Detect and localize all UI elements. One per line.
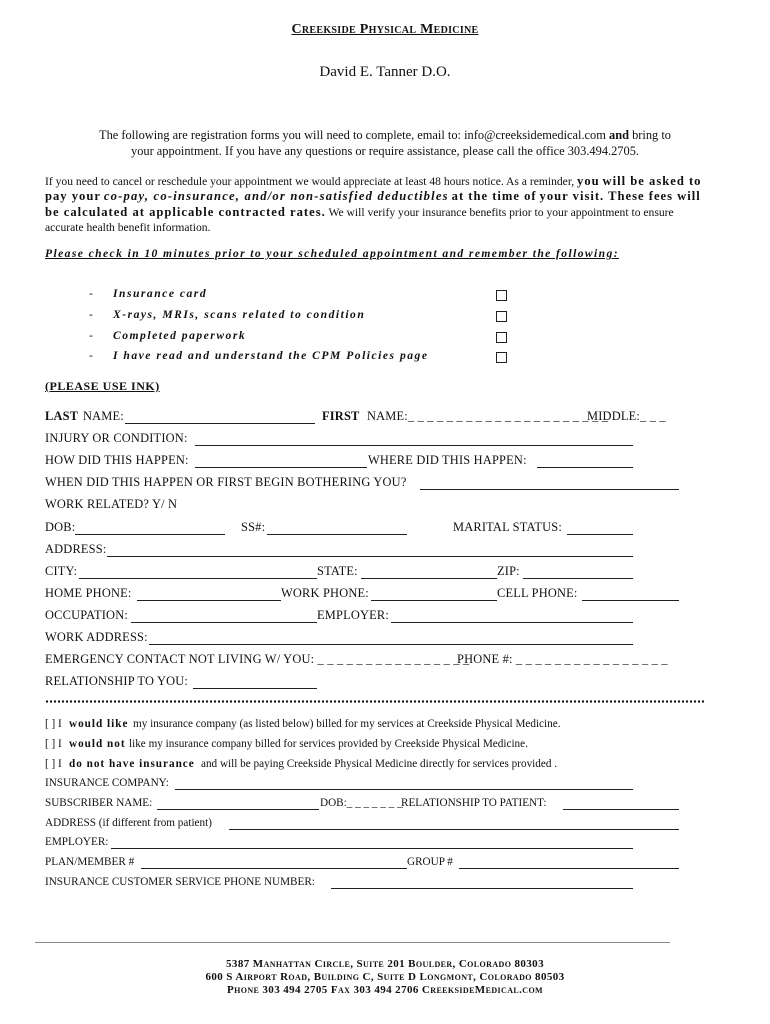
insurance-company-label: INSURANCE COMPANY: — [45, 777, 169, 789]
cancellation-paragraph — [45, 174, 715, 235]
relationship-label: RELATIONSHIP TO YOU: — [45, 674, 189, 688]
how-field[interactable] — [195, 467, 367, 468]
emergency-label: EMERGENCY CONTACT NOT LIVING W/ YOU: _ _ _ _ _ _ _ _ _ _ _ _ _ _ _ _ — [45, 652, 470, 666]
state-field[interactable] — [361, 578, 497, 579]
home-phone-field[interactable] — [137, 600, 281, 601]
insurance-address-field[interactable] — [229, 829, 679, 830]
option-bracket: [ ] I — [45, 718, 62, 730]
address-label: ADDRESS: — [45, 542, 107, 556]
relationship-patient-label: RELATIONSHIP TO PATIENT: — [401, 797, 547, 809]
occupation-label: OCCUPATION: — [45, 608, 128, 622]
plan-field[interactable] — [141, 868, 407, 869]
work-related-label: WORK RELATED? Y/ N — [45, 497, 178, 511]
work-address-field[interactable] — [149, 644, 633, 645]
checkbox[interactable] — [496, 352, 507, 363]
checkbox[interactable] — [496, 332, 507, 343]
subscriber-field[interactable] — [157, 809, 319, 810]
cell-phone-field[interactable] — [582, 600, 679, 601]
plan-row — [45, 856, 685, 872]
dash: - — [89, 287, 95, 300]
address-field[interactable] — [107, 556, 633, 557]
employer-field[interactable] — [391, 622, 633, 623]
dob-field[interactable] — [75, 534, 225, 535]
city-label: CITY: — [45, 564, 78, 578]
work-address-label: WORK ADDRESS: — [45, 630, 148, 644]
checklist-item-label: X-rays, MRIs, scans related to condition — [113, 308, 366, 321]
address-row — [45, 542, 685, 560]
service-phone-field[interactable] — [331, 888, 633, 889]
insurance-employer-row — [45, 836, 685, 852]
name-row — [45, 409, 685, 427]
marital-field[interactable] — [567, 534, 633, 535]
service-phone-label: INSURANCE CUSTOMER SERVICE PHONE NUMBER: — [45, 876, 315, 888]
intro-text-2: bring to — [632, 128, 671, 142]
last-label: LAST — [45, 409, 79, 423]
zip-label: ZIP: — [497, 564, 520, 578]
footer-divider — [35, 942, 670, 943]
checklist-item — [89, 287, 207, 300]
option-bold: would not — [69, 738, 126, 750]
checklist-item — [89, 329, 246, 342]
checklist-item-label: I have read and understand the CPM Policies page — [113, 349, 429, 362]
option-text: and will be paying Creekside Physical Medicine directly for services provided . — [201, 758, 558, 770]
where-field[interactable] — [537, 467, 633, 468]
first-name-label: NAME:_ _ _ _ _ _ _ _ _ _ _ _ _ _ _ _ _ _ _ _ _ — [367, 409, 609, 423]
occupation-row — [45, 608, 685, 626]
dob-label: DOB: — [45, 520, 76, 534]
when-field[interactable] — [420, 489, 679, 490]
work-phone-label: WORK PHONE: — [281, 586, 369, 600]
insurance-company-field[interactable] — [175, 789, 633, 790]
insurance-address-row — [45, 817, 685, 833]
insurance-option-1[interactable] — [45, 718, 685, 734]
state-label: STATE: — [317, 564, 358, 578]
intro-and: and — [609, 128, 629, 142]
subscriber-dob-label: DOB:_ _ _ _ _ _ _ — [320, 797, 403, 809]
cancel-text-2: you — [577, 174, 600, 188]
footer-address-1: 5387 Manhattan Circle, Suite 201 Boulder, Colorado 80303 — [226, 958, 544, 970]
work-phone-field[interactable] — [371, 600, 497, 601]
middle-label: MIDDLE:_ _ _ — [587, 409, 666, 423]
employer-label: EMPLOYER: — [317, 608, 390, 622]
cancel-text-4: co-pay, co-insurance, and/or non-satisfied deductibles — [103, 189, 449, 204]
insurance-employer-label: EMPLOYER: — [45, 836, 109, 848]
cancel-text-7: We will verify your insurance — [328, 205, 467, 219]
ss-field[interactable] — [267, 534, 407, 535]
how-row — [45, 453, 685, 471]
practice-title: Creekside Physical Medicine — [291, 22, 479, 37]
cancel-text-3: will be asked to pay your — [45, 174, 702, 204]
intro-text-1: The following are registration forms you will need to complete, email to: info@creeksidemedical.com — [99, 128, 606, 142]
cancel-text-5: at the time of — [451, 189, 537, 204]
checkbox[interactable] — [496, 290, 507, 301]
insurance-option-2[interactable] — [45, 738, 685, 754]
relationship-patient-field[interactable] — [563, 809, 679, 810]
option-bracket: [ ] I — [45, 758, 62, 770]
please-use-ink: (PLEASE USE INK) — [45, 379, 160, 393]
option-text: my insurance company (as listed below) billed for my services at Creekside Physical Medicine. — [133, 718, 561, 730]
phone-row — [45, 586, 685, 604]
intro-text-3: your appointment. If you have any questions or require assistance, please call the office 303.494.2705. — [131, 144, 639, 158]
cancel-text-8: benefits prior to your appointment to ensure accurate health benefit information. — [45, 205, 674, 234]
emergency-row — [45, 652, 685, 670]
city-row — [45, 564, 685, 582]
dash: - — [89, 329, 95, 342]
plan-label: PLAN/MEMBER # — [45, 856, 135, 868]
subscriber-label: SUBSCRIBER NAME: — [45, 797, 153, 809]
service-phone-row — [45, 876, 685, 892]
home-phone-label: HOME PHONE: — [45, 586, 132, 600]
subscriber-row — [45, 797, 685, 813]
insurance-option-3[interactable] — [45, 758, 685, 774]
dash: - — [89, 308, 95, 321]
intro-paragraph — [40, 127, 730, 159]
insurance-employer-field[interactable] — [111, 848, 633, 849]
option-bold: would like — [69, 718, 129, 730]
checklist-item — [89, 349, 428, 362]
marital-label: MARITAL STATUS: — [453, 520, 562, 534]
doctor-name: David E. Tanner D.O. — [319, 64, 451, 80]
injury-row — [45, 431, 685, 449]
last-name-field[interactable] — [125, 423, 315, 424]
checklist-item-label: Completed paperwork — [113, 329, 247, 342]
footer-contact: Phone 303 494 2705 Fax 303 494 2706 CreeksideMedical.com — [226, 984, 544, 996]
emergency-phone-label: PHONE #: _ _ _ _ _ _ _ _ _ _ _ _ _ _ _ _ — [457, 652, 668, 666]
checklist-item — [89, 308, 365, 321]
work-address-row — [45, 630, 685, 648]
where-label: WHERE DID THIS HAPPEN: — [368, 453, 527, 467]
option-text: like my insurance company billed for services provided by Creekside Physical Medicine. — [129, 738, 528, 750]
insurance-company-row — [45, 777, 685, 793]
option-bold: do not have insurance — [69, 758, 195, 770]
when-row — [45, 475, 685, 493]
occupation-field[interactable] — [131, 622, 317, 623]
injury-field[interactable] — [195, 445, 633, 446]
insurance-address-label: ADDRESS (if different from patient) — [45, 817, 212, 829]
how-label: HOW DID THIS HAPPEN: — [45, 453, 189, 467]
first-label: FIRST — [322, 409, 360, 423]
group-field[interactable] — [459, 868, 679, 869]
dob-row — [45, 520, 685, 538]
ss-label: SS#: — [241, 520, 266, 534]
relationship-row — [45, 674, 685, 692]
group-label: GROUP # — [407, 856, 453, 868]
relationship-field[interactable] — [193, 688, 317, 689]
zip-field[interactable] — [523, 578, 633, 579]
when-label: WHEN DID THIS HAPPEN OR FIRST BEGIN BOTHERING YOU? — [45, 475, 407, 489]
injury-label: INJURY OR CONDITION: — [45, 431, 188, 445]
work-related-row — [45, 497, 685, 515]
checkbox[interactable] — [496, 311, 507, 322]
checkin-heading: Please check in 10 minutes prior to your scheduled appointment and remember the following: — [45, 247, 619, 260]
cell-phone-label: CELL PHONE: — [497, 586, 578, 600]
dotted-divider — [45, 700, 705, 703]
last-name-label: NAME: — [83, 409, 124, 423]
cancel-text-1: If you need to cancel or reschedule your appointment we would appreciate at least 48 hours notice. As a reminder, — [45, 175, 575, 188]
footer-address-2: 600 S Airport Road, Building C, Suite D Longmont, Colorado 80503 — [205, 971, 565, 983]
city-field[interactable] — [79, 578, 317, 579]
cancel-text-6: your visit. These fees will be calculated at applicable contracted rates. — [45, 189, 701, 219]
dash: - — [89, 349, 95, 362]
option-bracket: [ ] I — [45, 738, 62, 750]
checklist-item-label: Insurance card — [113, 287, 208, 300]
